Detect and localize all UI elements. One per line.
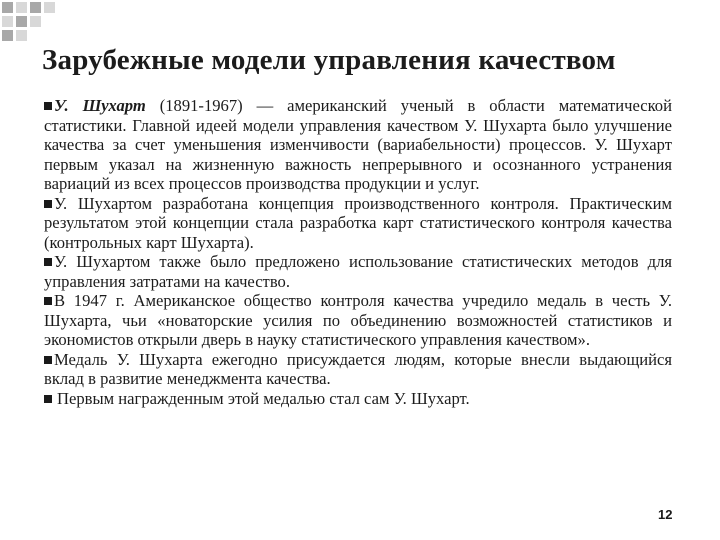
paragraph-medal-award [44,350,672,389]
paragraph-text: В 1947 г. Американское общество контроля качества учредило медаль в честь У. Шухарта, чьи «новаторские усилия по объединению возможностей статистиков и экономистов открыли дверь в науку статистического управления качеством». [44,291,672,349]
slide-body [44,96,672,408]
square-bullet-icon [44,200,52,208]
decor-square [30,2,41,13]
paragraph-text: У. Шухартом разработана концепция производственного контроля. Практическим результатом этой концепции стала разработка карт статистического контроля качества (контрольных карт Шухарта). [44,193,672,252]
decor-square [2,16,13,27]
decor-square [2,30,13,41]
paragraph-text: (1891-1967) — американский ученый в области математической статистики. Главной идеей модели управления качеством У. Шухарта было улучшение качества за счет уменьшения изменчивости (вариабельности) процессов. У. Шухарт первым указал на жизненную важность непрерывного и осознанного устранения вариаций из всех процессов производства продукции и услуг. [44,96,672,193]
paragraph-text: У. Шухартом также было предложено использование статистических методов для управления затратами на качество. [44,252,672,291]
slide-title: Зарубежные модели управления качеством [42,44,616,76]
decor-square [16,30,27,41]
decor-square [16,16,27,27]
decor-square [2,2,13,13]
square-bullet-icon [44,297,52,305]
square-bullet-icon [44,395,52,403]
paragraph-cost-methods [44,252,672,291]
paragraph-lead: У. Шухарт [54,96,146,115]
square-bullet-icon [44,102,52,110]
paragraph-text: Первым награжденным этой медалью стал сам У. Шухарт. [57,388,470,408]
page-number: 12 [658,507,673,522]
paragraph-shewhart-intro [44,96,672,194]
decor-square [44,2,55,13]
decor-square [16,2,27,13]
paragraph-first-recipient [44,389,672,409]
decor-square [30,16,41,27]
paragraph-concept [44,194,672,253]
paragraph-text: Медаль У. Шухарта ежегодно присуждается людям, которые внесли выдающийся вклад в развитие менеджмента качества. [44,349,672,388]
square-bullet-icon [44,258,52,266]
paragraph-medal-1947 [44,291,672,350]
square-bullet-icon [44,356,52,364]
